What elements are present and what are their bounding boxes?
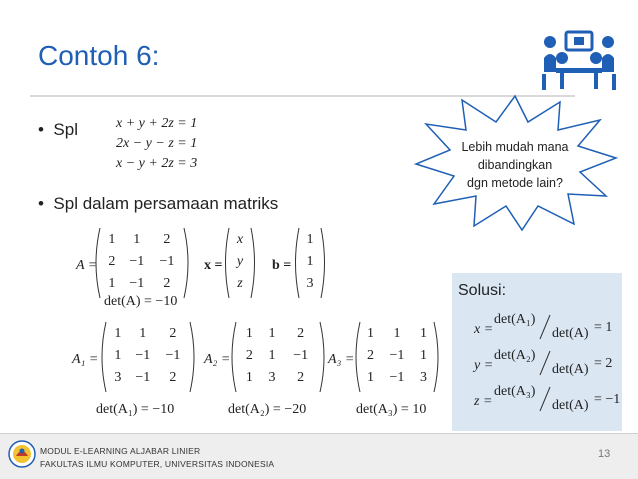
meeting-people-icon <box>540 28 618 92</box>
equation-row: 2x − y − z = 1 <box>116 136 198 151</box>
bullet-mark: • <box>38 194 44 213</box>
footer-bar <box>0 433 638 479</box>
det-A3: det(A₃) = 10 <box>356 402 427 417</box>
callout-text: Lebih mudah mana dibandingkan dgn metode lain? <box>461 140 569 190</box>
bullet-spl-label: Spl <box>53 120 78 139</box>
solution-y: y = det(A₂) det(A) = 2 <box>474 348 613 377</box>
university-logo-icon <box>8 440 36 468</box>
page-number: 13 <box>598 448 611 460</box>
det-A2: det(A₂) = −20 <box>228 402 307 417</box>
bullet-spl <box>38 120 78 140</box>
slide-title: Contoh 6: <box>38 40 160 71</box>
equation-row: x − y + 2z = 3 <box>116 156 198 171</box>
matrix-A2-label: A₂ = <box>204 352 231 367</box>
matrix-A1-label: A₁ = <box>72 352 99 367</box>
bullet-spl-matrix <box>38 194 278 214</box>
det-A: det(A) = −10 <box>104 294 178 309</box>
footer-line-1: MODUL E-LEARNING ALJABAR LINIER <box>40 446 201 456</box>
solution-z: z = det(A₃) det(A) = −1 <box>474 384 621 413</box>
matrix-A-label: A = <box>76 258 98 273</box>
det-A1: det(A₁) = −10 <box>96 402 175 417</box>
solution-title: Solusi: <box>458 282 507 299</box>
bullet-spl-matrix-label: Spl dalam persamaan matriks <box>53 194 279 213</box>
vector-x-label: x = <box>204 258 223 273</box>
footer-line-2: FAKULTAS ILMU KOMPUTER, UNIVERSITAS INDONESIA <box>40 459 275 469</box>
equation-system <box>116 114 197 174</box>
matrix-A3-label: A₃ = <box>328 352 355 367</box>
bullet-mark: • <box>38 120 44 139</box>
solution-x: x = det(A₁) det(A) = 1 <box>474 312 613 341</box>
vector-b-label: b = <box>272 258 292 273</box>
equation-row: x + y + 2z = 1 <box>116 116 198 131</box>
